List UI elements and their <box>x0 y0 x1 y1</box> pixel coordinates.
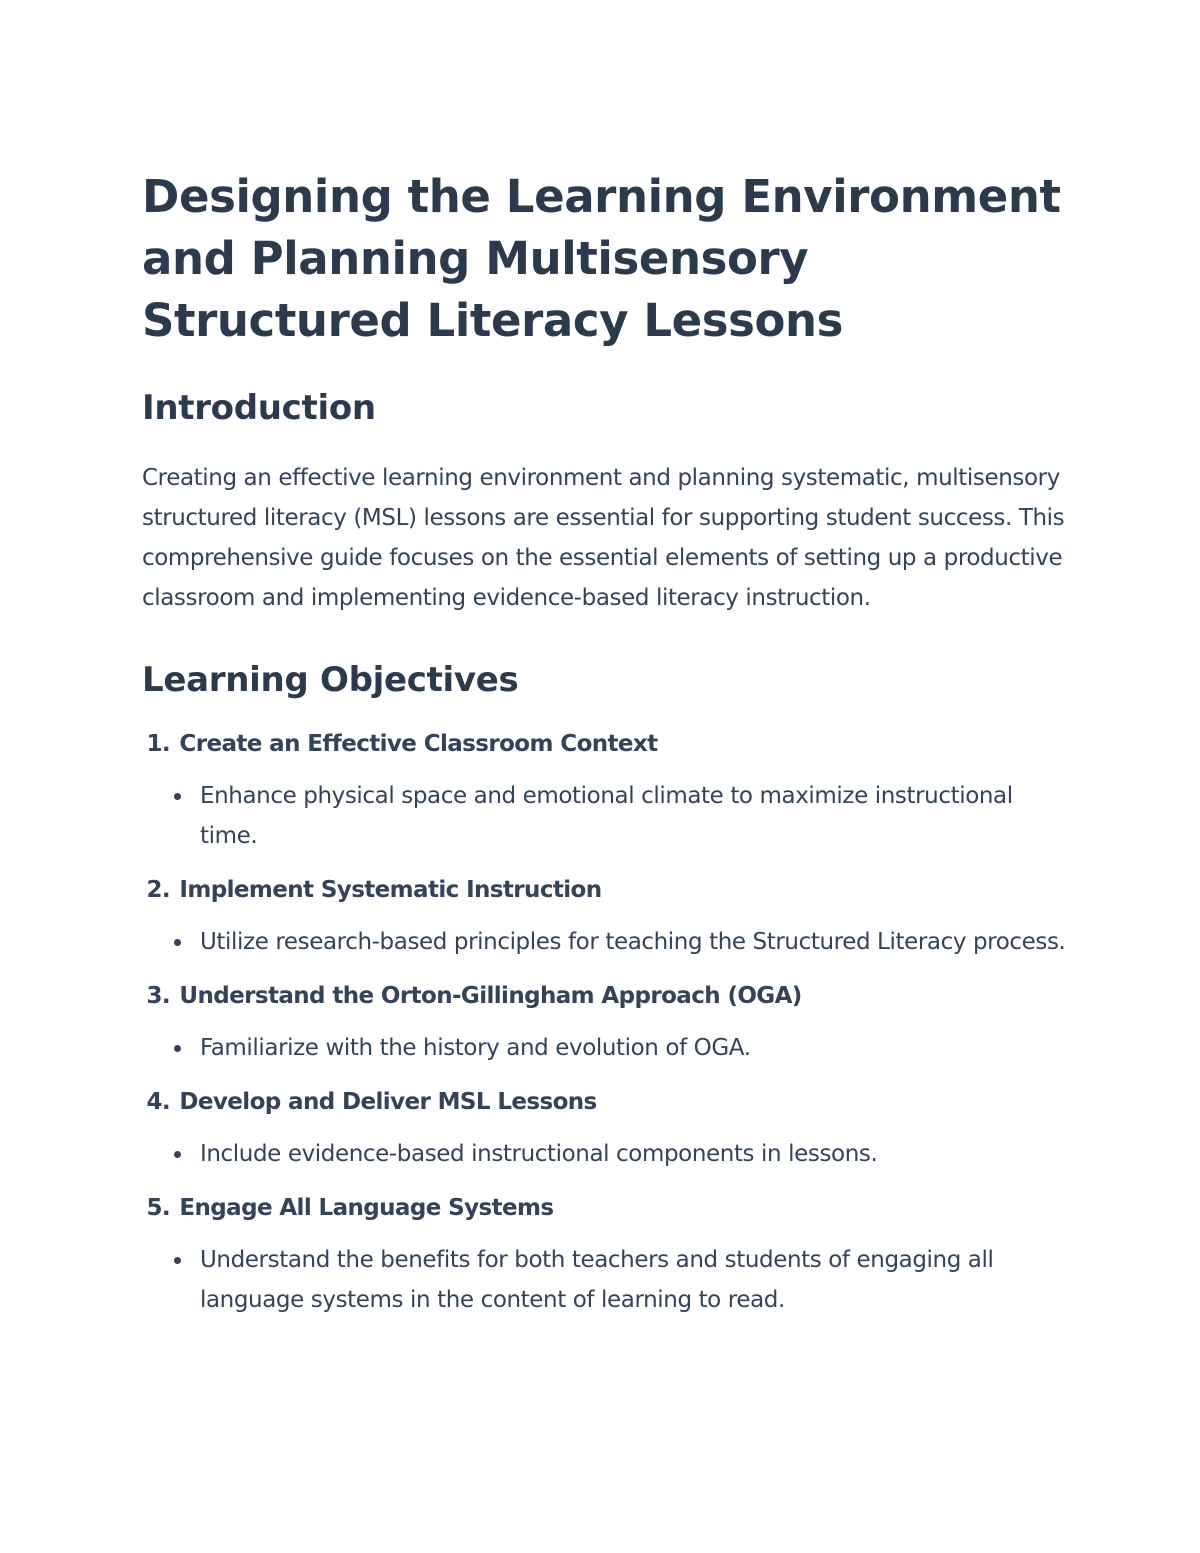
objective-detail: Include evidence-based instructional components in lessons. <box>200 1134 1072 1174</box>
objective-detail-list <box>142 1028 1072 1068</box>
objective-item <box>142 1190 1072 1320</box>
objective-detail-list <box>142 1240 1072 1320</box>
document-page <box>142 166 1072 1336</box>
objective-detail: Familiarize with the history and evolution of OGA. <box>200 1028 1072 1068</box>
objective-title <box>142 1084 1072 1120</box>
learning-objectives-list <box>142 726 1072 1320</box>
document-title: Designing the Learning Environment and Planning Multisensory Structured Literacy Lessons <box>142 170 1061 347</box>
objective-number: 3. <box>146 983 170 1009</box>
objective-title-text: Engage All Language Systems <box>179 1195 554 1221</box>
introduction-paragraph: Creating an effective learning environment and planning systematic, multisensory structured literacy (MSL) lessons are essential for supporting student success. This comprehensive guide focuses on the essential elements of setting up a productive classroom and implementing evidence-based literacy instruction. <box>142 465 1065 611</box>
objective-item <box>142 1084 1072 1174</box>
objective-title <box>142 978 1072 1014</box>
objective-detail-list <box>142 776 1072 856</box>
objective-detail-list <box>142 1134 1072 1174</box>
objective-number: 5. <box>146 1195 170 1221</box>
objective-number: 4. <box>146 1089 170 1115</box>
introduction-heading: Introduction <box>142 388 376 428</box>
objective-title-text: Develop and Deliver MSL Lessons <box>179 1089 597 1115</box>
objective-item <box>142 978 1072 1068</box>
learning-objectives-heading: Learning Objectives <box>142 660 519 700</box>
objective-item <box>142 872 1072 962</box>
objective-item <box>142 726 1072 856</box>
objective-number: 1. <box>146 731 170 757</box>
objective-title <box>142 726 1072 762</box>
objective-title <box>142 1190 1072 1226</box>
objective-detail: Understand the benefits for both teachers and students of engaging all language systems in the content of learning to read. <box>200 1240 1072 1320</box>
objective-detail: Enhance physical space and emotional climate to maximize instructional time. <box>200 776 1072 856</box>
objective-title-text: Create an Effective Classroom Context <box>179 731 658 757</box>
objective-title-text: Understand the Orton-Gillingham Approach (OGA) <box>179 983 802 1009</box>
objective-detail-list <box>142 922 1072 962</box>
objective-title-text: Implement Systematic Instruction <box>179 877 602 903</box>
objective-detail: Utilize research-based principles for teaching the Structured Literacy process. <box>200 922 1072 962</box>
objective-number: 2. <box>146 877 170 903</box>
objective-title <box>142 872 1072 908</box>
